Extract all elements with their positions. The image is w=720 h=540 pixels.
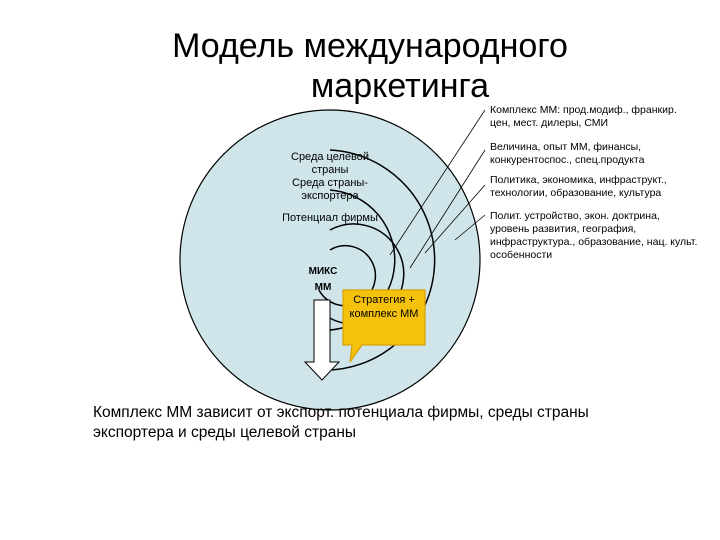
bottom-summary-text: Комплекс ММ зависит от экспорт. потенциала фирмы, среды страны экспортера и среды целевой страны: [93, 404, 589, 441]
label-target-country: Среда целевой страны: [291, 151, 369, 176]
right-label-mix-complex: Комплекс ММ: прод.модиф., франкир. цен, мест. дилеры, СМИ: [490, 104, 677, 129]
label-mix: МИКС ММ: [308, 266, 338, 293]
label-exporter-country: Среда страны-экспортера: [292, 177, 368, 202]
right-label-target: Полит. устройство, экон. доктрина, уровень развития, география, инфраструктура., образование, нац. культ. особенности: [490, 210, 698, 261]
right-label-exporter: Политика, экономика, инфраструкт., технологии, образование, культура: [490, 174, 667, 199]
right-label-firm: Величина, опыт ММ, финансы, конкурентоспос., спец.продукта: [490, 141, 645, 166]
title-line-1: Модель международного: [172, 27, 568, 65]
strategy-callout: Стратегия + комплекс ММ: [349, 294, 419, 320]
label-firm-potential: Потенциал фирмы: [282, 212, 378, 224]
title-line-2: маркетинга: [310, 67, 490, 105]
